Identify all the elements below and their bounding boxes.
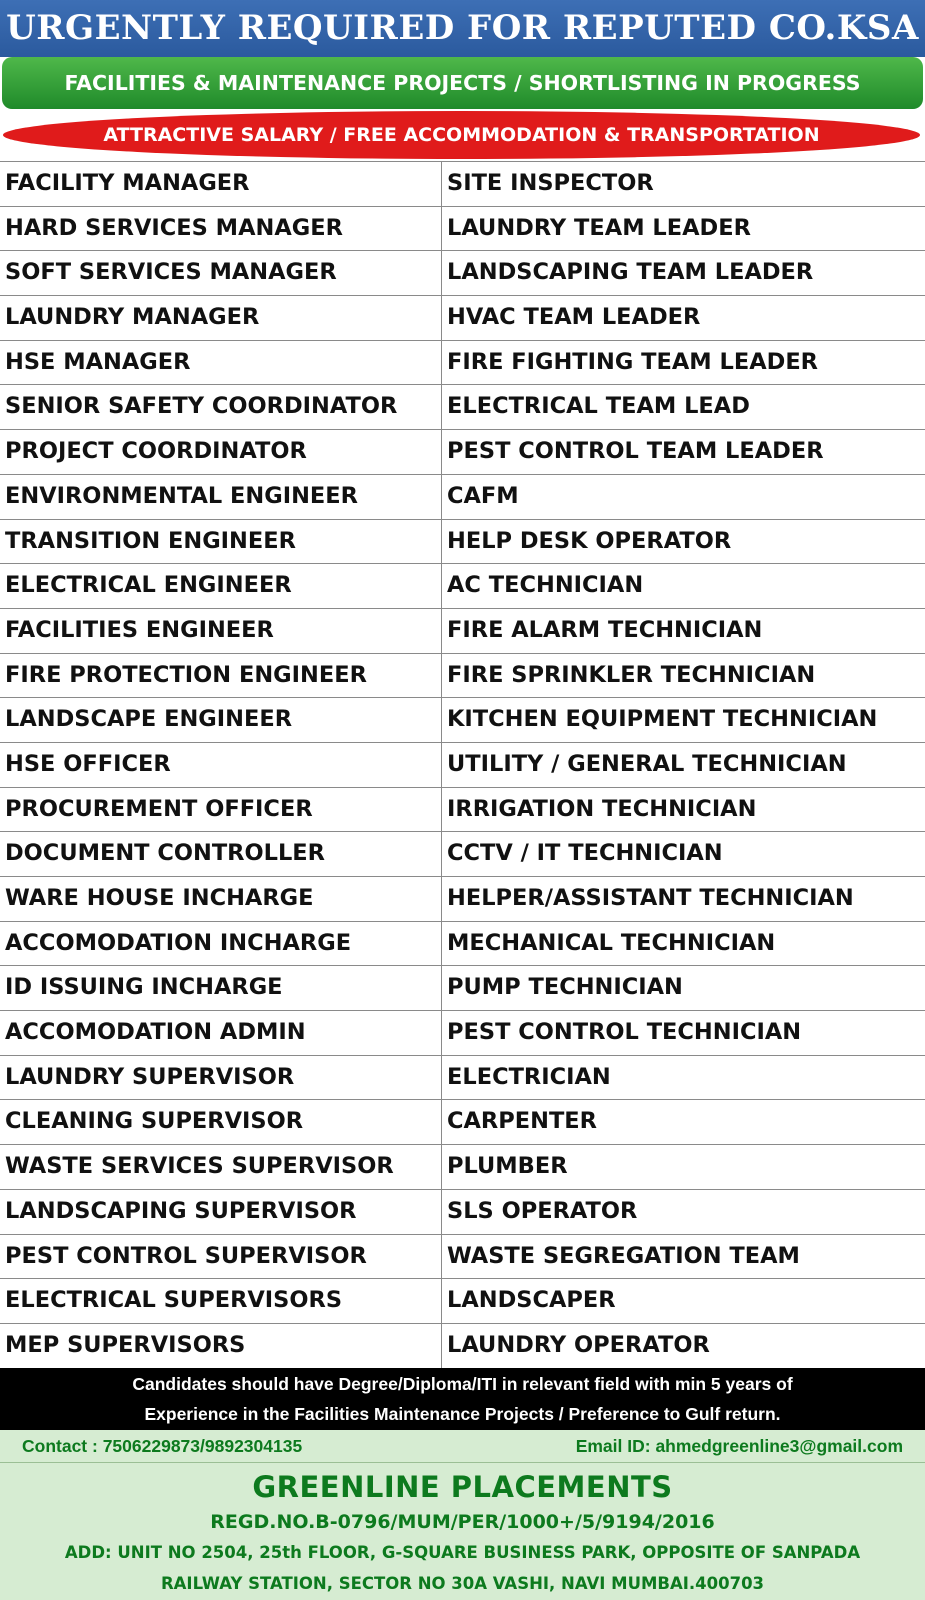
address-line-1: ADD: UNIT NO 2504, 25th FLOOR, G-SQUARE BUSINESS PARK, OPPOSITE OF SANPADA [64, 1543, 861, 1562]
table-row [0, 1100, 925, 1145]
table-row [0, 743, 925, 788]
position-right: FIRE SPRINKLER TECHNICIAN [447, 661, 816, 688]
position-right: CAFM [447, 482, 519, 509]
table-row [0, 1056, 925, 1101]
position-right: WASTE SEGREGATION TEAM [447, 1242, 800, 1269]
page-title: URGENTLY REQUIRED FOR REPUTED CO.KSA [0, 0, 925, 57]
position-right: SITE INSPECTOR [447, 170, 654, 196]
table-row [0, 162, 925, 207]
position-left: DOCUMENT CONTROLLER [0, 832, 442, 876]
position-left: ELECTRICAL ENGINEER [0, 564, 442, 608]
position-left: FIRE PROTECTION ENGINEER [0, 654, 442, 698]
position-left: CLEANING SUPERVISOR [0, 1100, 442, 1144]
position-left: ACCOMODATION INCHARGE [0, 922, 442, 966]
position-left: FACILITY MANAGER [0, 162, 442, 206]
position-right: AC TECHNICIAN [447, 572, 644, 599]
position-right: HVAC TEAM LEADER [447, 304, 701, 331]
position-right: HELP DESK OPERATOR [447, 527, 732, 554]
position-right: PEST CONTROL TEAM LEADER [447, 438, 824, 465]
registration-number: REGD.NO.B-0796/MUM/PER/1000+/5/9194/2016 [210, 1511, 715, 1533]
address-line-2: RAILWAY STATION, SECTOR NO 30A VASHI, NAVI MUMBAI.400703 [160, 1574, 765, 1593]
position-right: LAUNDRY TEAM LEADER [447, 214, 751, 241]
table-row [0, 341, 925, 386]
position-left: WARE HOUSE INCHARGE [0, 877, 442, 921]
position-left: LAUNDRY MANAGER [0, 296, 442, 340]
company-footer [0, 1462, 925, 1600]
position-right: LAUNDRY OPERATOR [447, 1331, 710, 1358]
position-right: LANDSCAPING TEAM LEADER [447, 259, 814, 286]
table-row [0, 609, 925, 654]
position-left: ELECTRICAL SUPERVISORS [0, 1279, 442, 1323]
benefits-banner: ATTRACTIVE SALARY / FREE ACCOMMODATION & TRANSPORTATION [3, 111, 920, 159]
table-row [0, 877, 925, 922]
position-left: ENVIRONMENTAL ENGINEER [0, 475, 442, 519]
contact-bar [0, 1430, 925, 1462]
position-left: ACCOMODATION ADMIN [0, 1011, 442, 1055]
requirements-banner [0, 1368, 925, 1430]
position-right: FIRE ALARM TECHNICIAN [447, 616, 763, 643]
table-row [0, 832, 925, 877]
position-right: LANDSCAPER [447, 1287, 616, 1314]
position-left: PROJECT COORDINATOR [0, 430, 442, 474]
position-left: HARD SERVICES MANAGER [0, 207, 442, 251]
position-left: PROCUREMENT OFFICER [0, 788, 442, 832]
position-left: SENIOR SAFETY COORDINATOR [0, 385, 442, 429]
table-row [0, 251, 925, 296]
position-left: SOFT SERVICES MANAGER [0, 251, 442, 295]
contact-email: Email ID: ahmedgreenline3@gmail.com [575, 1436, 903, 1456]
position-left: MEP SUPERVISORS [0, 1324, 442, 1368]
position-left: LANDSCAPE ENGINEER [0, 698, 442, 742]
position-left: WASTE SERVICES SUPERVISOR [0, 1145, 442, 1189]
position-right: ELECTRICAL TEAM LEAD [447, 393, 750, 420]
position-right: IRRIGATION TECHNICIAN [447, 795, 757, 822]
positions-table [0, 161, 925, 1368]
table-row [0, 922, 925, 967]
position-left: ID ISSUING INCHARGE [0, 966, 442, 1010]
table-row [0, 430, 925, 475]
table-row [0, 1011, 925, 1056]
subtitle-banner: FACILITIES & MAINTENANCE PROJECTS / SHORTLISTING IN PROGRESS [2, 57, 923, 109]
position-right: KITCHEN EQUIPMENT TECHNICIAN [447, 706, 878, 733]
table-row [0, 520, 925, 565]
table-row [0, 966, 925, 1011]
table-row [0, 207, 925, 252]
position-right: SLS OPERATOR [447, 1197, 638, 1224]
position-left: HSE OFFICER [0, 743, 442, 787]
position-left: HSE MANAGER [0, 341, 442, 385]
position-left: LAUNDRY SUPERVISOR [0, 1056, 442, 1100]
position-left: PEST CONTROL SUPERVISOR [0, 1235, 442, 1279]
position-right: CARPENTER [447, 1108, 597, 1135]
position-right: PEST CONTROL TECHNICIAN [447, 1019, 802, 1046]
position-right: ELECTRICIAN [447, 1063, 611, 1090]
table-row [0, 654, 925, 699]
table-row [0, 564, 925, 609]
table-row [0, 1279, 925, 1324]
table-row [0, 1324, 925, 1369]
contact-phone: Contact : 7506229873/9892304135 [22, 1436, 303, 1456]
position-right: PUMP TECHNICIAN [447, 974, 683, 1001]
table-row [0, 698, 925, 743]
position-left: LANDSCAPING SUPERVISOR [0, 1190, 442, 1234]
requirements-line-2: Experience in the Facilities Maintenance Projects / Preference to Gulf return. [144, 1404, 781, 1424]
position-right: PLUMBER [447, 1153, 568, 1180]
position-left: TRANSITION ENGINEER [0, 520, 442, 564]
company-name: GREENLINE PLACEMENTS [252, 1470, 673, 1504]
table-row [0, 475, 925, 520]
table-row [0, 788, 925, 833]
position-right: UTILITY / GENERAL TECHNICIAN [447, 750, 847, 777]
table-row [0, 385, 925, 430]
table-row [0, 1145, 925, 1190]
position-right: HELPER/ASSISTANT TECHNICIAN [447, 885, 854, 911]
position-right: CCTV / IT TECHNICIAN [447, 840, 723, 867]
position-left: FACILITIES ENGINEER [0, 609, 442, 653]
position-right: MECHANICAL TECHNICIAN [447, 929, 776, 956]
requirements-line-1: Candidates should have Degree/Diploma/ITI in relevant field with min 5 years of [132, 1374, 793, 1394]
position-right: FIRE FIGHTING TEAM LEADER [447, 348, 819, 375]
table-row [0, 1190, 925, 1235]
table-row [0, 296, 925, 341]
table-row [0, 1235, 925, 1280]
